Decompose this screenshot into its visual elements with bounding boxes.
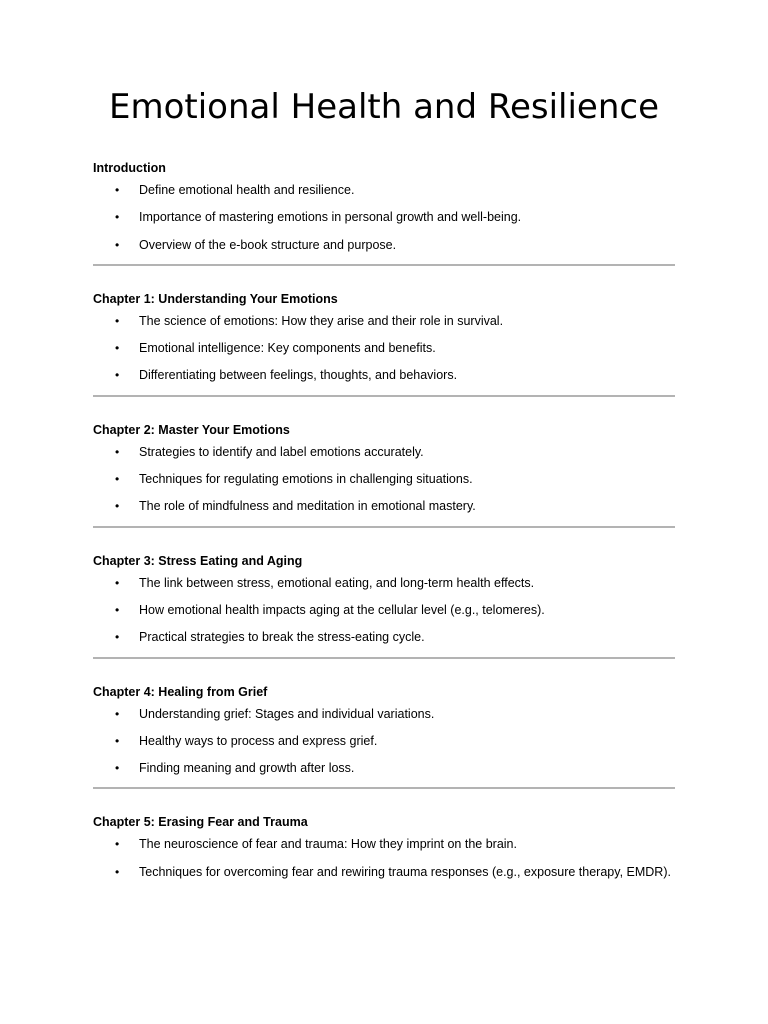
list-item-text: Techniques for regulating emotions in challenging situations. (139, 472, 473, 487)
list-item-text: Understanding grief: Stages and individual variations. (139, 706, 435, 721)
list-item-text: Healthy ways to process and express grief. (139, 733, 378, 748)
bullet-icon: • (115, 368, 120, 383)
section-heading: Chapter 2: Master Your Emotions (93, 422, 290, 437)
list-item-text: The science of emotions: How they arise and their role in survival. (139, 313, 504, 328)
bullet-icon: • (115, 472, 120, 487)
list-item-text: Importance of mastering emotions in personal growth and well-being. (139, 210, 522, 225)
list-item-text: Finding meaning and growth after loss. (139, 761, 355, 776)
bullet-icon: • (115, 761, 120, 776)
list-item (93, 629, 675, 645)
bullet-icon: • (115, 183, 120, 197)
section-chapter-5 (93, 809, 675, 879)
list-item-text: How emotional health impacts aging at the cellular level (e.g., telomeres). (139, 602, 545, 617)
section-divider (93, 787, 675, 789)
list-item-text: Strategies to identify and label emotions accurately. (139, 444, 424, 459)
section-heading: Chapter 1: Understanding Your Emotions (93, 291, 338, 306)
list-item (93, 444, 675, 460)
list-item (93, 733, 675, 749)
bullet-list (93, 706, 675, 777)
list-item-text: Define emotional health and resilience. (139, 183, 355, 197)
section-divider (93, 657, 675, 659)
section-chapter-1 (93, 286, 675, 384)
list-item (93, 471, 675, 487)
section-divider (93, 395, 675, 397)
section-heading: Chapter 5: Erasing Fear and Trauma (93, 815, 308, 830)
list-item-text: Emotional intelligence: Key components and benefits. (139, 341, 436, 356)
document-body (93, 155, 675, 891)
section-chapter-4 (93, 679, 675, 777)
bullet-icon: • (115, 237, 120, 252)
list-item (93, 706, 675, 722)
list-item (93, 340, 675, 356)
bullet-icon: • (115, 630, 120, 645)
list-item-text: The neuroscience of fear and trauma: How they imprint on the brain. (139, 837, 517, 852)
bullet-list (93, 182, 675, 253)
bullet-icon: • (115, 837, 120, 852)
bullet-list (93, 444, 675, 515)
section-chapter-3 (93, 548, 675, 646)
bullet-icon: • (115, 210, 120, 225)
bullet-icon: • (115, 575, 120, 590)
bullet-list (93, 836, 675, 879)
document-title: Emotional Health and Resilience (109, 87, 659, 127)
list-item (93, 602, 675, 618)
section-heading: Chapter 3: Stress Eating and Aging (93, 553, 303, 568)
bullet-list (93, 313, 675, 384)
list-item (93, 313, 675, 329)
bullet-icon: • (115, 341, 120, 356)
list-item (93, 836, 675, 852)
section-heading: Chapter 4: Healing from Grief (93, 684, 268, 699)
bullet-list (93, 575, 675, 646)
section-divider (93, 526, 675, 528)
section-divider (93, 264, 675, 266)
list-item (93, 575, 675, 591)
list-item (93, 498, 675, 514)
list-item-text: The role of mindfulness and meditation in emotional mastery. (139, 499, 476, 514)
list-item (93, 367, 675, 383)
list-item (93, 182, 675, 198)
list-item-text: Practical strategies to break the stress-eating cycle. (139, 630, 425, 645)
bullet-icon: • (115, 444, 120, 459)
section-introduction (93, 155, 675, 253)
list-item-text: Overview of the e-book structure and purpose. (139, 237, 397, 252)
section-chapter-2 (93, 417, 675, 515)
list-item-text: The link between stress, emotional eating, and long-term health effects. (139, 575, 535, 590)
list-item-text: Techniques for overcoming fear and rewiring trauma responses (e.g., exposure therapy, EMDR). (139, 864, 671, 879)
list-item (93, 760, 675, 776)
list-item-text: Differentiating between feelings, thoughts, and behaviors. (139, 368, 458, 383)
bullet-icon: • (115, 706, 120, 721)
list-item (93, 237, 675, 253)
section-heading: Introduction (93, 161, 166, 175)
list-item (93, 864, 675, 880)
bullet-icon: • (115, 313, 120, 328)
bullet-icon: • (115, 733, 120, 748)
list-item (93, 209, 675, 225)
bullet-icon: • (115, 499, 120, 514)
bullet-icon: • (115, 602, 120, 617)
bullet-icon: • (115, 864, 120, 879)
